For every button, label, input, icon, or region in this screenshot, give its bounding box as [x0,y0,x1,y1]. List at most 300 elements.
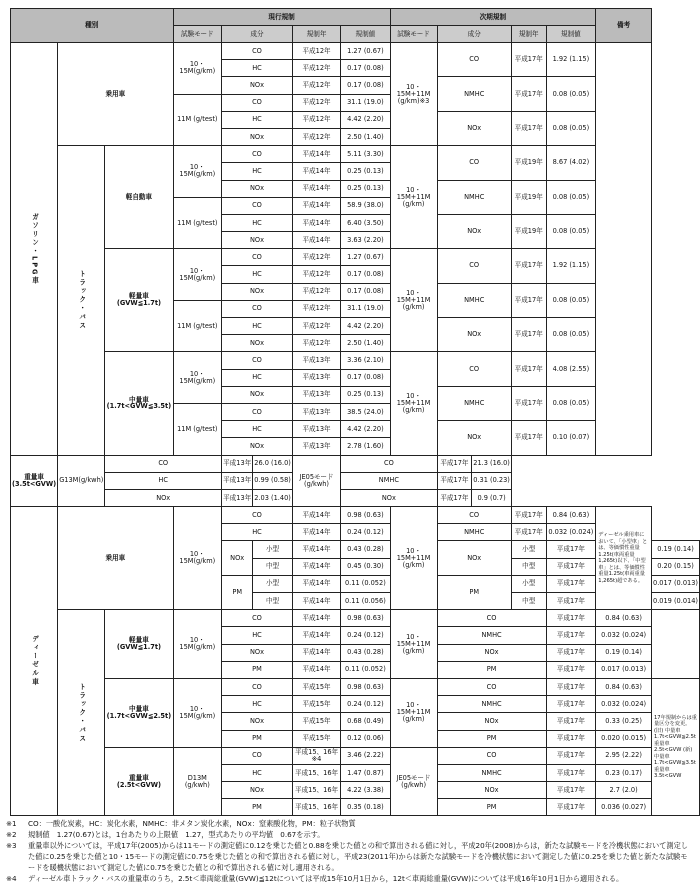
size-cell: 小型 [511,541,546,558]
year-cell: 平成15年 [292,713,340,730]
year-cell: 平成12年 [292,300,340,317]
value-cell: 0.08 (0.05) [546,214,596,248]
year-cell: 平成19年 [511,180,546,214]
year-cell: 平成14年 [292,610,340,627]
year-cell: 平成13年 [292,386,340,403]
year-cell: 平成17年 [511,283,546,317]
year-cell: 平成17年 [546,610,596,627]
value-cell: 0.019 (0.014) [652,593,700,610]
value-cell: 3.36 (2.10) [341,352,390,369]
header-component: 成分 [222,26,293,43]
footnote-text: 規制値 1.27(0.67)とは，1台あたりの上限値 1.27，型式あたりの平均値 0.67を示す。 [28,830,325,839]
value-cell: 4.42 (2.20) [341,111,390,128]
year-cell: 平成13年 [292,403,340,420]
category-gas-light [105,249,173,352]
mode-cell: 10・15M(g/km) [173,610,222,679]
component-cell: NOx [437,318,511,352]
category-sublabel: (3.5t<GVW) [12,479,57,488]
value-cell: 1.47 (0.87) [341,764,390,781]
component-cell: PM [222,799,293,816]
value-cell: 4.22 (3.38) [341,782,390,799]
value-cell: 5.11 (3.30) [341,146,390,163]
category-label: 重量車 [129,773,149,782]
header-test-mode: 試験モード [173,26,222,43]
year-cell: 平成17年 [546,678,596,695]
value-cell: 0.98 (0.63) [341,678,390,695]
year-cell: 平成17年 [511,524,546,541]
component-cell: NOx [105,489,222,506]
component-cell: NOx [437,644,546,661]
value-cell: 0.08 (0.05) [546,77,596,111]
component-cell: HC [222,369,293,386]
year-cell: 平成19年 [511,146,546,180]
component-cell: NMHC [437,524,511,541]
mode-cell: 10・15M+11M (g/km) [390,610,437,679]
mode-cell: 10・15M+11M (g/km) [390,146,437,249]
size-cell: 中型 [511,593,546,610]
value-cell: 0.17 (0.08) [341,369,390,386]
category-sublabel: (1.7t<GVW≦2.5t) [106,711,172,720]
year-cell: 平成15年 [292,730,340,747]
component-cell: HC [105,472,222,489]
remarks-cell [596,43,652,456]
year-cell: 平成12年 [292,318,340,335]
component-cell: NOx [222,713,293,730]
value-cell: 0.08 (0.05) [546,111,596,145]
header-category: 種別 [11,9,174,43]
component-cell: NOx [437,782,546,799]
footnote-label: ※3 [6,841,17,850]
year-cell: 平成17年 [546,575,596,592]
component-cell: HC [222,318,293,335]
value-cell: 0.45 (0.30) [341,558,390,575]
value-cell: 0.84 (0.63) [596,678,652,695]
value-cell: 0.24 (0.12) [341,627,390,644]
value-cell: 0.31 (0.23) [472,472,512,489]
year-cell: 平成17年 [546,696,596,713]
year-cell [292,747,340,764]
category-diesel-truck-bus: トラック・バス [58,610,105,816]
year-cell: 平成15年 [292,696,340,713]
year-cell: 平成14年 [292,197,340,214]
component-cell: NOx [222,232,293,249]
size-cell: 中型 [253,593,293,610]
category-label: 中量車 [129,704,149,713]
value-cell: 0.19 (0.14) [652,541,700,558]
header-next-component: 成分 [437,26,511,43]
header-current: 現行規制 [173,9,390,26]
component-cell: HC [222,111,293,128]
value-cell: 0.25 (0.13) [341,163,390,180]
component-cell: NOx [222,782,293,799]
year-cell: 平成17年 [511,318,546,352]
value-cell: 0.43 (0.28) [341,644,390,661]
value-cell: 0.33 (0.25) [596,713,652,730]
year-cell: 平成12年 [292,77,340,94]
component-cell: CO [222,197,293,214]
component-cell: CO [437,678,546,695]
category-diesel-passenger: 乗用車 [58,507,173,610]
value-cell: 0.84 (0.63) [596,610,652,627]
year-cell: 平成14年 [292,214,340,231]
value-cell: 21.3 (16.0) [472,455,512,472]
value-cell: 2.50 (1.40) [341,335,390,352]
year-cell: 平成17年 [546,730,596,747]
mode-cell: 10・15M(g/km) [173,352,222,404]
year-cell: 平成17年 [511,352,546,386]
year-cell: 平成12年 [292,283,340,300]
year-cell: 平成17年 [511,507,546,524]
year-cell: 平成12年 [292,43,340,60]
year-cell: 平成14年 [292,541,340,558]
category-diesel-light [105,610,173,679]
value-cell: 0.020 (0.015) [596,730,652,747]
component-cell: CO [222,507,293,524]
value-cell: 0.43 (0.28) [341,541,390,558]
year-cell: 平成17年 [511,43,546,77]
component-cell: NMHC [437,627,546,644]
component-cell: NOx [437,713,546,730]
component-cell: CO [437,747,546,764]
component-cell: CO [437,352,511,386]
mode-cell: 10・15M+11M (g/km) [390,249,437,352]
year-cell: 平成14年 [292,661,340,678]
year-cell: 平成14年 [292,146,340,163]
footnote-text: CO：一酸化炭素，HC：炭化水素，NMHC：非メタン炭化水素，NOx：窒素酸化物，PM：粒子状物質 [28,819,356,828]
category-diesel: ディーゼル車 [11,507,58,816]
component-cell: CO [437,249,511,283]
footnote [6,873,694,884]
mode-cell: 10・15M(g/km) [173,146,222,198]
footnote [6,829,694,840]
year-cell: 平成17年 [546,644,596,661]
year-cell: 平成17年 [437,489,472,506]
size-cell: 中型 [511,558,546,575]
value-cell: 0.032 (0.024) [546,524,596,541]
value-cell: 0.23 (0.17) [596,764,652,781]
year-label: 平成15、16年 [294,747,339,756]
year-cell: 平成17年 [511,386,546,420]
value-cell: 0.99 (0.58) [253,472,293,489]
component-cell: CO [222,678,293,695]
value-cell: 3.46 (2.22) [341,747,390,764]
regulation-table [10,8,700,816]
header-remarks: 備考 [596,9,652,43]
category-gas-medium [105,352,173,455]
value-cell: 0.25 (0.13) [341,180,390,197]
value-cell: 0.11 (0.056) [341,593,390,610]
category-gas-truck-bus: トラック・バス [58,146,105,455]
value-cell: 0.08 (0.05) [546,386,596,420]
value-cell: 0.25 (0.13) [341,386,390,403]
value-cell: 4.42 (2.20) [341,318,390,335]
year-cell: 平成12年 [292,94,340,111]
component-cell: NOx [222,77,293,94]
year-cell: 平成17年 [546,558,596,575]
value-cell: 0.08 (0.05) [546,180,596,214]
mode-cell: 10・15M(g/km) [173,507,222,610]
component-cell: NOx [222,541,253,575]
header-next-test-mode: 試験モード [390,26,437,43]
year-cell: 平成12年 [292,111,340,128]
component-cell: CO [222,352,293,369]
component-cell: NOx [437,541,511,575]
component-cell: NMHC [437,386,511,420]
year-cell: 平成13年 [292,369,340,386]
footnote-label: ※1 [6,819,17,828]
component-cell: CO [222,43,293,60]
value-cell: 8.67 (4.02) [546,146,596,180]
category-diesel-heavy [105,747,173,816]
mode-cell: 10・15M+11M (g/km) [390,507,437,610]
category-sublabel: (1.7t<GVW≦3.5t) [106,402,172,411]
footnote [6,840,694,873]
year-cell: 平成14年 [292,507,340,524]
year-cell: 平成13年 [222,455,253,472]
component-cell: CO [222,146,293,163]
footnotes [6,818,694,884]
component-cell: NMHC [437,283,511,317]
category-gasoline: ガソリン・LPG車 [11,43,58,456]
year-cell: 平成17年 [511,421,546,455]
value-cell: 2.95 (2.22) [596,747,652,764]
year-cell: 平成12年 [292,128,340,145]
year-cell: 平成17年 [511,111,546,145]
component-cell: NMHC [341,472,437,489]
component-cell: NOx [222,335,293,352]
category-sublabel: (GVW≦1.7t) [116,643,162,652]
component-cell: NOx [437,421,511,455]
mode-cell: 10・15M(g/km) [173,678,222,747]
footnote-label: ※2 [6,830,17,839]
year-cell: 平成13年 [292,438,340,455]
year-cell: 平成17年 [511,77,546,111]
component-cell: NMHC [437,180,511,214]
category-label: 軽量車 [129,636,149,645]
component-cell: NOx [222,386,293,403]
year-cell: 平成17年 [546,541,596,558]
year-cell: 平成17年 [546,627,596,644]
header-next-year: 規制年 [511,26,546,43]
value-cell: 0.17 (0.08) [341,77,390,94]
value-cell: 0.98 (0.63) [341,507,390,524]
value-cell: 2.7 (2.0) [596,782,652,799]
value-cell: 0.032 (0.024) [596,696,652,713]
year-cell: 平成15、16年 [292,799,340,816]
mode-cell: 11M (g/test) [173,197,222,249]
component-cell: HC [222,764,293,781]
component-cell: PM [222,661,293,678]
category-gas-passenger: 乗用車 [58,43,173,146]
category-sublabel: (2.5t<GVW) [116,780,162,789]
year-cell: 平成17年 [546,661,596,678]
component-cell: NOx [222,283,293,300]
value-cell: 0.017 (0.013) [596,661,652,678]
year-cell: 平成17年 [511,249,546,283]
value-cell: 1.27 (0.67) [341,249,390,266]
component-cell: HC [222,627,293,644]
size-cell: 中型 [253,558,293,575]
value-cell: 0.17 (0.08) [341,60,390,77]
value-cell: 0.98 (0.63) [341,610,390,627]
component-cell: CO [222,249,293,266]
component-cell: CO [105,455,222,472]
value-cell: 2.03 (1.40) [253,489,293,506]
year-cell: 平成14年 [292,627,340,644]
year-cell: 平成14年 [292,593,340,610]
value-cell: 0.20 (0.15) [652,558,700,575]
component-cell: CO [437,507,511,524]
mode-cell: JE05モード (g/kwh) [292,455,340,507]
value-cell: 0.84 (0.63) [546,507,596,524]
year-cell: 平成14年 [292,232,340,249]
component-cell: NOx [222,180,293,197]
mode-cell: 11M (g/test) [173,94,222,146]
mode-cell: 10・15M(g/km) [173,249,222,301]
component-cell: HC [222,696,293,713]
component-cell: CO [341,455,437,472]
value-cell: 0.032 (0.024) [596,627,652,644]
component-cell: CO [222,610,293,627]
value-cell: 0.12 (0.06) [341,730,390,747]
year-cell: 平成17年 [546,782,596,799]
year-cell: 平成13年 [222,489,253,506]
category-sublabel: (GVW≦1.7t) [116,299,162,308]
year-cell: 平成15年 [292,678,340,695]
value-cell: 0.24 (0.12) [341,696,390,713]
value-cell: 0.24 (0.12) [341,524,390,541]
component-cell: CO [222,300,293,317]
component-cell: PM [222,575,253,609]
year-cell: 平成13年 [292,421,340,438]
category-label: 重量車 [24,472,44,481]
value-cell: 0.017 (0.013) [652,575,700,592]
value-cell: 0.17 (0.08) [341,283,390,300]
component-cell: HC [222,266,293,283]
mode-cell: 10・15M+11M (g/km)※3 [390,43,437,146]
component-cell: NMHC [437,696,546,713]
value-cell: 0.11 (0.052) [341,575,390,592]
component-cell: NOx [222,438,293,455]
year-cell: 平成17年 [546,799,596,816]
header-value: 規制値 [341,26,390,43]
mode-cell: JE05モード (g/kwh) [390,747,437,816]
mode-cell: 11M (g/test) [173,300,222,352]
value-cell: 0.68 (0.49) [341,713,390,730]
value-cell: 6.40 (3.50) [341,214,390,231]
year-cell: 平成13年 [292,352,340,369]
component-cell: HC [222,60,293,77]
year-cell: 平成14年 [292,180,340,197]
year-cell: 平成14年 [292,524,340,541]
value-cell: 0.17 (0.08) [341,266,390,283]
year-cell: 平成15、16年 [292,764,340,781]
component-cell: HC [222,421,293,438]
size-cell: 小型 [253,575,293,592]
component-cell: PM [222,730,293,747]
year-cell: 平成17年 [437,455,472,472]
size-cell: 小型 [253,541,293,558]
component-cell: NMHC [437,77,511,111]
header-year: 規制年 [292,26,340,43]
year-cell: 平成12年 [292,60,340,77]
mode-cell: 11M (g/test) [173,403,222,455]
component-cell: NOx [437,111,511,145]
value-cell: 0.08 (0.05) [546,283,596,317]
component-cell: HC [222,163,293,180]
footnote-text: 重量車以外については，平成17年(2005)からは11モードの測定値に0.12を乗じた値と0.88を乗じた値との和で算出される値に対し，平成20年(2008)からは，新たな試験モードを冷機状態において測定した値に0.25を乗じた値と10・15モードの測定値に0.75を乗じた値との和で算出される値に対し，平成23(2011年)からは新たな試験モードを冷機状態において測定した値に0.25を乗じた値と新たな試験モードを暖機状態において測定した値に0.75を乗じた値との和で算出される値に対し適用される。 [28,841,688,872]
year-cell: 平成14年 [292,644,340,661]
remarks-cell: ディーゼル乗用車において、「小型車」とは、等価慣性重量1.25t(車両重量1,265t)以下、「中型車」とは、等価慣性重量1.25t(車両重量1,265t)超である。 [596,507,652,610]
component-cell: PM [437,799,546,816]
component-cell: NOx [222,644,293,661]
component-cell: CO [222,747,293,764]
component-cell: CO [222,94,293,111]
year-cell: 平成12年 [292,249,340,266]
footnote-ref: ※4 [311,754,322,763]
header-next: 次期規制 [390,9,596,26]
year-cell: 平成14年 [292,163,340,180]
value-cell: 1.92 (1.15) [546,43,596,77]
category-diesel-medium [105,678,173,747]
value-cell: 0.9 (0.7) [472,489,512,506]
year-cell: 平成19年 [511,214,546,248]
value-cell: 0.036 (0.027) [596,799,652,816]
size-cell: 小型 [511,575,546,592]
remarks-cell [652,610,700,679]
value-cell: 2.50 (1.40) [341,128,390,145]
component-cell: CO [222,403,293,420]
value-cell: 0.19 (0.14) [596,644,652,661]
footnote-label: ※4 [6,874,17,883]
year-cell: 平成17年 [546,713,596,730]
year-cell: 平成17年 [546,764,596,781]
value-cell: 1.92 (1.15) [546,249,596,283]
value-cell: 0.11 (0.052) [341,661,390,678]
value-cell: 0.35 (0.18) [341,799,390,816]
header-next-value: 規制値 [546,26,596,43]
value-cell: 38.5 (24.0) [341,403,390,420]
component-cell: NMHC [437,764,546,781]
footnote [6,818,694,829]
year-cell: 平成14年 [292,575,340,592]
year-cell: 平成17年 [546,747,596,764]
mode-cell: G13M(g/kwh) [58,455,105,507]
value-cell: 4.42 (2.20) [341,421,390,438]
value-cell: 31.1 (19.0) [341,300,390,317]
year-cell: 平成13年 [222,472,253,489]
component-cell: NOx [437,214,511,248]
value-cell: 2.78 (1.60) [341,438,390,455]
value-cell: 31.1 (19.0) [341,94,390,111]
remarks-cell: 17年規制からは重量区分を変更。(旧) 中量車 1.7t<GVW≦2.5t 重量車 2.5t<GVW (新) 中量車 1.7t<GVW≦3.5t 重量車 3.5t<GVW [652,678,700,816]
component-cell: PM [437,661,546,678]
value-cell: 58.9 (38.0) [341,197,390,214]
value-cell: 0.10 (0.07) [546,421,596,455]
component-cell: PM [437,730,546,747]
footnote-text: ディーゼル車トラック・バスの重量車のうち，2.5t＜車両総重量(GVW)≦12tについては平成15年10月1日から，12t＜車両総重量(GVW)については平成16年10月1日から適用される。 [28,874,624,883]
year-cell: 平成17年 [546,593,596,610]
component-cell: CO [437,610,546,627]
component-cell: CO [437,146,511,180]
category-gas-heavy [11,455,58,507]
value-cell: 3.63 (2.20) [341,232,390,249]
component-cell: NOx [222,128,293,145]
value-cell: 26.0 (16.0) [253,455,293,472]
value-cell: 4.08 (2.55) [546,352,596,386]
year-cell: 平成12年 [292,266,340,283]
component-cell: NOx [341,489,437,506]
